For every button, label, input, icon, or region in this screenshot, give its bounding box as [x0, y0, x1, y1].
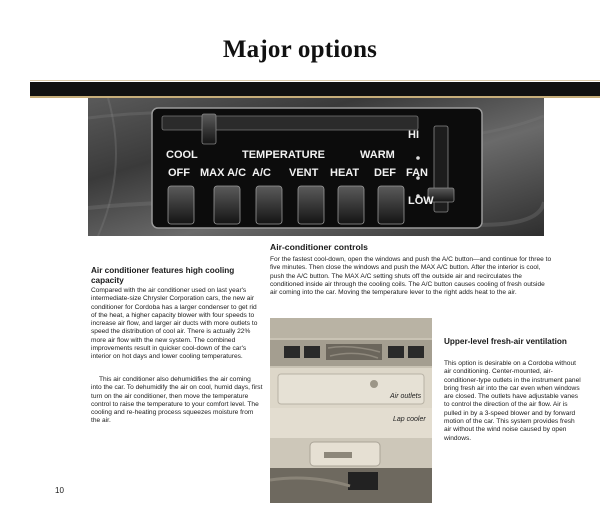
label-def: DEF — [374, 167, 396, 179]
ac-features-heading: Air conditioner features high cooling capacity — [91, 266, 235, 285]
label-temperature: TEMPERATURE — [242, 149, 325, 161]
ac-features-body-1: Compared with the air conditioner used on last year's intermediate-size Chrysler Corporation cars, the new air conditioner for Cordoba has a larger condenser to get rid of the heat, a higher capacity blower with four speeds to increase air flow, and larger air ducts with more outlets to speed the distribution of cool air. There is actually 22% more air flow with the new system. The combined improvements result in quicker cool-down of the car's interior on hot days and lower cooling temperatures. — [91, 287, 258, 361]
label-low: LOW — [408, 195, 434, 207]
ac-controls-body: For the fastest cool-down, open the windows and push the A/C button—and continue for three to five minutes. Then close the windows and push the MAX A/C button. After the interior is cool, push the A/C button. The MAX A/C setting shuts off the outside air and recirculates the conditioned inside air through the cooling coils. The A/C button causes cooling of fresh outside air coming into the car. Moving the temperature lever to the right adds heat to the air. — [270, 256, 552, 297]
label-vent: VENT — [289, 167, 319, 179]
ac-controls-heading: Air-conditioner controls — [270, 242, 368, 252]
label-cool: COOL — [166, 149, 198, 161]
ac-control-panel-photo — [88, 98, 544, 236]
label-heat: HEAT — [330, 167, 360, 179]
label-ac: A/C — [252, 167, 271, 179]
label-max-ac: MAX A/C — [200, 167, 247, 179]
upper-ventilation-heading: Upper-level fresh-air ventilation — [444, 337, 567, 346]
header-rule-thick — [30, 82, 600, 96]
header-rule-thin — [30, 80, 600, 81]
label-hi: HI — [408, 129, 419, 141]
label-off: OFF — [168, 167, 190, 179]
caption-lap-cooler: Lap cooler — [393, 416, 426, 423]
page-title: Major options — [222, 36, 378, 63]
ac-features-body-2: This air conditioner also dehumidifies the air coming into the car. To dehumidify the air on cool, humid days, first turn on the air conditioner, then move the temperature control to raise the temperature to your comfort level. The cooling and re-heating process squeezes moisture from the air. — [91, 376, 263, 425]
caption-air-outlets: Air outlets — [390, 393, 422, 400]
upper-ventilation-body: This option is desirable on a Cordoba without air conditioning. Center-mounted, air-conditioner-type outlets in the instrument panel bring fresh air into the car even when windows are closed. The outlets have adjustable vanes to control the direction of the air flow. Air is pulled in by a 3-speed blower and by forward motion of the car. This system provides fresh air without the wind noise caused by open windows. — [444, 360, 581, 442]
label-fan: FAN — [406, 167, 428, 179]
page-number: 10 — [55, 486, 64, 495]
label-warm: WARM — [360, 149, 395, 161]
